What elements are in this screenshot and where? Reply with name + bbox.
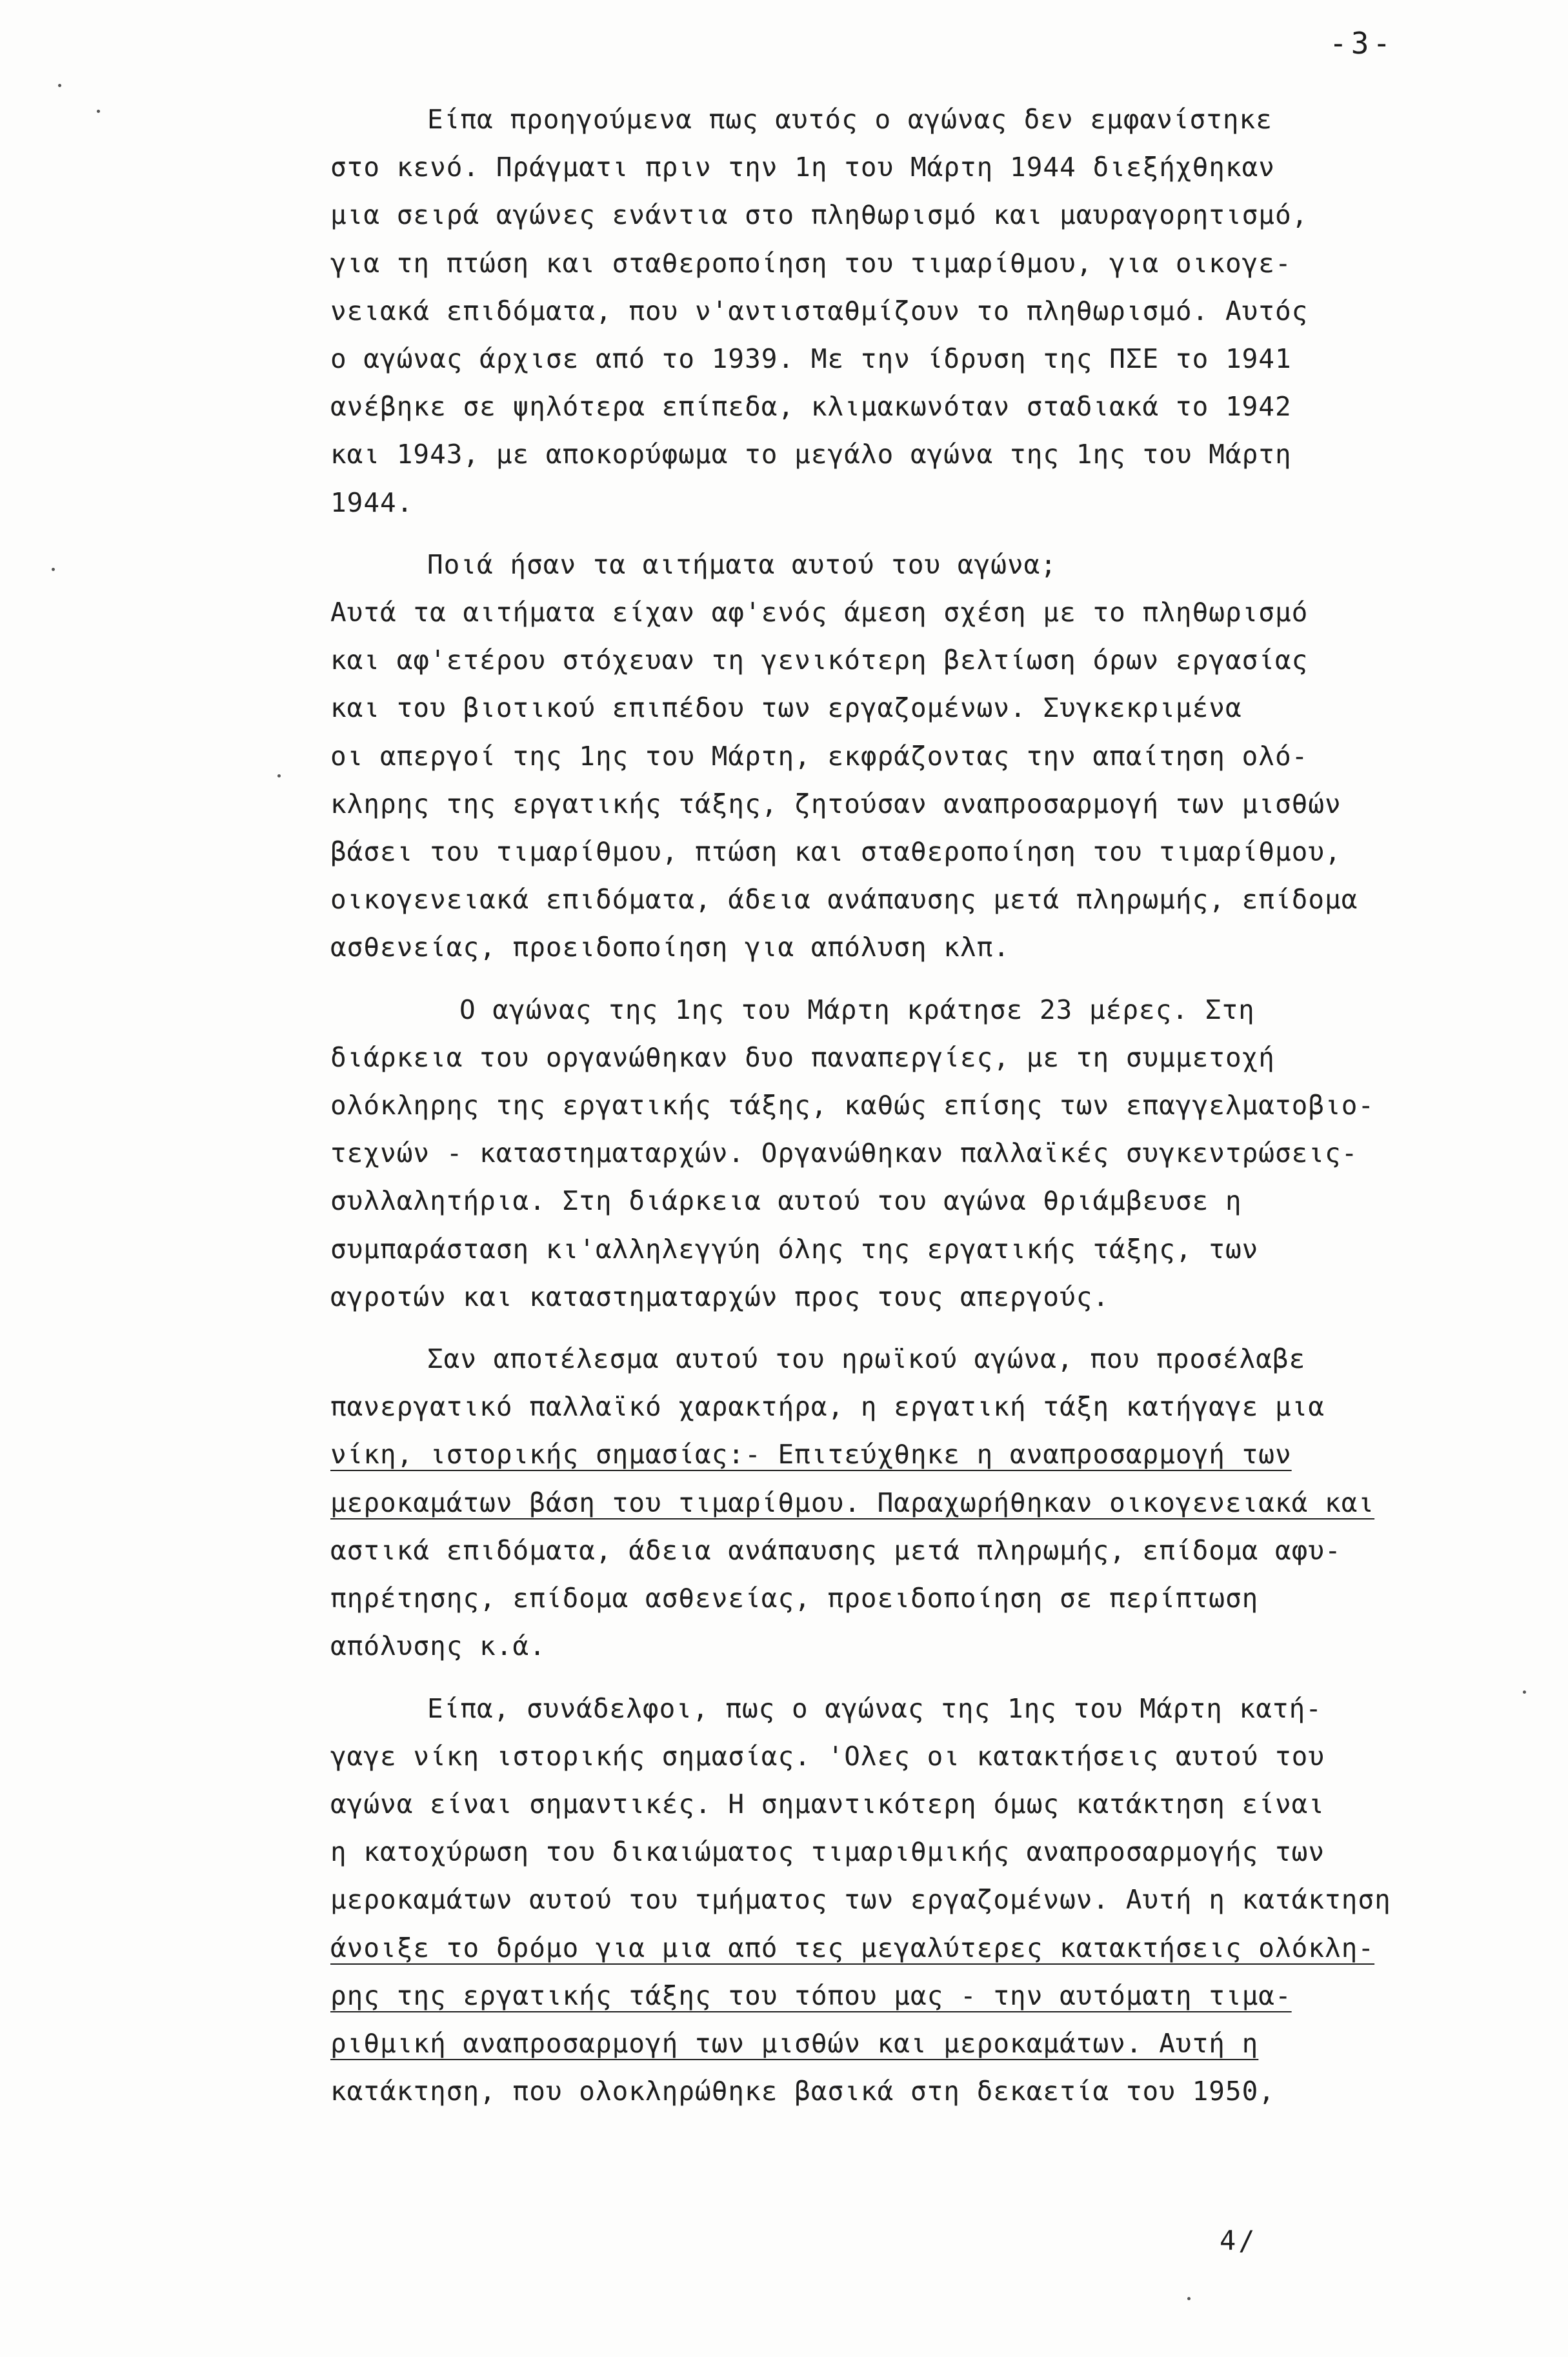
text-line-underlined: ριθμική αναπροσαρμογή των μισθών και μεροκαμάτων. Αυτή η bbox=[330, 2027, 1259, 2059]
paragraph-3 bbox=[330, 986, 1556, 1321]
text-line: αστικά επιδόματα, άδεια ανάπαυσης μετά πληρωμής, επίδομα αφυ- bbox=[330, 1534, 1342, 1566]
text-line: κληρης της εργατικής τάξης, ζητούσαν αναπροσαρμογή των μισθών bbox=[330, 788, 1342, 819]
scan-speck bbox=[277, 774, 281, 777]
paragraph-1 bbox=[330, 95, 1556, 527]
text-line: νειακά επιδόματα, που ν'αντισταθμίζουν το πληθωρισμό. Αυτός bbox=[330, 295, 1309, 326]
text-line: πηρέτησης, επίδομα ασθενείας, προειδοποίηση σε περίπτωση bbox=[330, 1583, 1259, 1614]
text-line: διάρκεια του οργανώθηκαν δυο παναπεργίες, με τη συμμετοχή bbox=[330, 1041, 1275, 1073]
paragraph-2 bbox=[330, 541, 1556, 972]
paragraph-4 bbox=[330, 1335, 1556, 1670]
text-line: μια σειρά αγώνες ενάντια στο πληθωρισμό και μαυραγορητισμό, bbox=[330, 199, 1309, 231]
scan-speck bbox=[52, 568, 55, 571]
text-line: και του βιοτικού επιπέδου των εργαζομένων. Συγκεκριμένα bbox=[330, 692, 1242, 724]
text-line-underlined: άνοιξε το δρόμο για μια από τες μεγαλύτερες κατακτήσεις ολόκλη- bbox=[330, 1932, 1375, 1963]
text-line: αγροτών και καταστηματαρχών προς τους απεργούς. bbox=[330, 1281, 1110, 1312]
text-line: τεχνών - καταστηματαρχών. Οργανώθηκαν παλλαϊκές συγκεντρώσεις- bbox=[330, 1138, 1358, 1169]
text-line: στο κενό. Πράγματι πριν την 1η του Μάρτη 1944 διεξήχθηκαν bbox=[330, 152, 1275, 183]
text-line: μεροκαμάτων αυτού του τμήματος των εργαζομένων. Αυτή η κατάκτηση bbox=[330, 1884, 1391, 1916]
text-line-underlined: ρης της εργατικής τάξης του τόπου μας - την αυτόματη τιμα- bbox=[330, 1980, 1292, 2011]
text-line: οι απεργοί της 1ης του Μάρτη, εκφράζοντας την απαίτηση ολό- bbox=[330, 740, 1309, 772]
text-line-underlined: μεροκαμάτων βάση του τιμαρίθμου. Παραχωρήθηκαν οικογενειακά και bbox=[330, 1487, 1375, 1518]
paragraph-5 bbox=[330, 1685, 1556, 2116]
text-line: ανέβηκε σε ψηλότερα επίπεδα, κλιμακωνόταν σταδιακά το 1942 bbox=[330, 391, 1292, 423]
text-line: συλλαλητήρια. Στη διάρκεια αυτού του αγώνα θριάμβευσε η bbox=[330, 1185, 1242, 1217]
text-line: και αφ'ετέρου στόχευαν τη γενικότερη βελτίωση όρων εργασίας bbox=[330, 645, 1309, 676]
text-line: ο αγώνας άρχισε από το 1939. Με την ίδρυση της ΠΣΕ το 1941 bbox=[330, 343, 1292, 375]
scan-speck bbox=[58, 84, 61, 87]
continuation-marker: 4/ bbox=[1220, 2225, 1258, 2256]
text-line: Είπα, συνάδελφοι, πως ο αγώνας της 1ης του Μάρτη κατή- bbox=[427, 1692, 1322, 1724]
text-line: οικογενειακά επιδόματα, άδεια ανάπαυσης μετά πληρωμής, επίδομα bbox=[330, 884, 1358, 916]
text-line: ασθενείας, προειδοποίηση για απόλυση κλπ. bbox=[330, 932, 1010, 963]
text-line: γαγε νίκη ιστορικής σημασίας. 'Ολες οι κατακτήσεις αυτού του bbox=[330, 1740, 1325, 1772]
text-line: κατάκτηση, που ολοκληρώθηκε βασικά στη δεκαετία του 1950, bbox=[330, 2076, 1275, 2107]
document-body bbox=[330, 95, 1556, 2129]
text-line: η κατοχύρωση του δικαιώματος τιμαριθμικής αναπροσαρμογής των bbox=[330, 1836, 1325, 1868]
text-line: αγώνα είναι σημαντικές. Η σημαντικότερη όμως κατάκτηση είναι bbox=[330, 1788, 1325, 1820]
text-line: απόλυσης κ.ά. bbox=[330, 1630, 546, 1662]
text-line: Είπα προηγούμενα πως αυτός ο αγώνας δεν εμφανίστηκε bbox=[427, 104, 1272, 135]
scan-speck bbox=[1187, 2297, 1191, 2300]
scan-speck bbox=[1523, 1690, 1526, 1694]
text-line: Ποιά ήσαν τα αιτήματα αυτού του αγώνα; bbox=[427, 548, 1057, 580]
text-line: Σαν αποτέλεσμα αυτού του ηρωϊκού αγώνα, που προσέλαβε bbox=[427, 1343, 1306, 1375]
text-line: και 1943, με αποκορύφωμα το μεγάλο αγώνα της 1ης του Μάρτη bbox=[330, 439, 1292, 470]
text-line-underlined: νίκη, ιστορικής σημασίας:- Επιτεύχθηκε η αναπροσαρμογή των bbox=[330, 1439, 1292, 1470]
text-line: Αυτά τα αιτήματα είχαν αφ'ενός άμεση σχέση με το πληθωρισμό bbox=[330, 597, 1309, 628]
text-line: πανεργατικό παλλαϊκό χαρακτήρα, η εργατική τάξη κατήγαγε μια bbox=[330, 1391, 1325, 1423]
scan-speck bbox=[97, 110, 100, 113]
page-number: -3- bbox=[1329, 26, 1395, 61]
text-line: ολόκληρης της εργατικής τάξης, καθώς επίσης των επαγγελματοβιο- bbox=[330, 1090, 1375, 1121]
text-line: Ο αγώνας της 1ης του Μάρτη κράτησε 23 μέρες. Στη bbox=[459, 994, 1255, 1025]
text-line: συμπαράσταση κι'αλληλεγγύη όλης της εργατικής τάξης, των bbox=[330, 1233, 1259, 1265]
text-line: για τη πτώση και σταθεροποίηση του τιμαρίθμου, για οικογε- bbox=[330, 247, 1292, 279]
text-line: βάσει του τιμαρίθμου, πτώση και σταθεροποίηση του τιμαρίθμου, bbox=[330, 836, 1342, 868]
text-line: 1944. bbox=[330, 486, 414, 518]
